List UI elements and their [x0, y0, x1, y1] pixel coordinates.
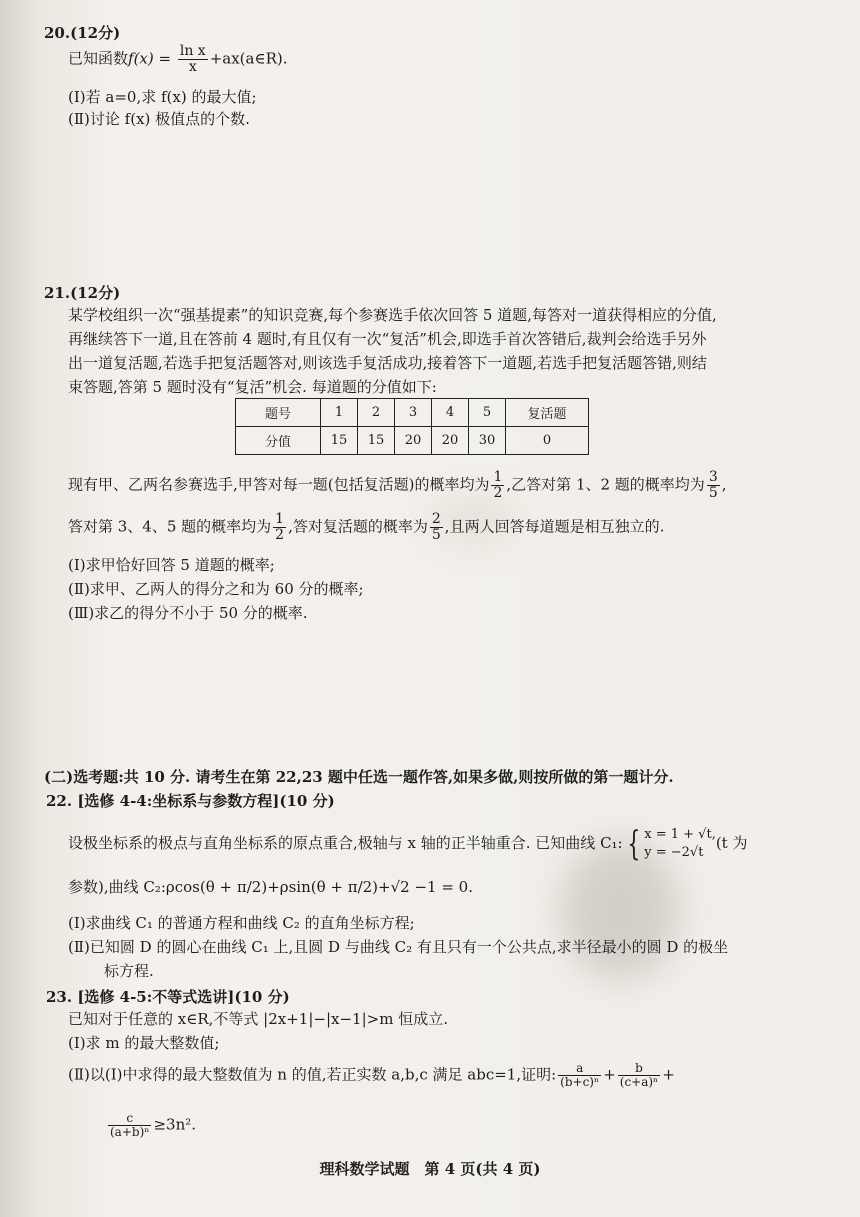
table-cell: 20 — [432, 427, 469, 455]
q22-part2: (Ⅱ)已知圆 D 的圆心在曲线 C₁ 上,且圆 D 与曲线 C₂ 有且只有一个公共点,求半径最小的圆 D 的极坐 — [68, 938, 729, 956]
q21-prob-line2: 答对第 3、4、5 题的概率均为 $\frac{1}{2}$ ,答对复活题的概率为 $\frac{2}{5}$ ,且两人回答每道题是相互独立的. — [68, 511, 665, 543]
score-table — [235, 398, 589, 455]
score-table-row — [236, 427, 589, 455]
q22-part2-cont: 标方程. — [104, 962, 154, 980]
q21-line1: 某学校组织一次“强基提素”的知识竞赛,每个参赛选手依次回答 5 道题,每答对一道获得相应的分值, — [68, 306, 717, 324]
table-cell: 3 — [395, 399, 432, 427]
score-table-header — [236, 399, 589, 427]
q20-number: 20.(12分) — [44, 24, 121, 42]
q21-number: 21.(12分) — [44, 284, 121, 302]
q21-part3: (Ⅲ)求乙的得分不小于 50 分的概率. — [68, 604, 308, 622]
q21-line4: 束答题,答第 5 题时没有“复活”机会. 每道题的分值如下: — [68, 378, 437, 396]
q22-line2: 参数),曲线 C₂:ρcos(θ + π/2)+ρsin(θ + π/2)+√2 −1 = 0. — [68, 878, 473, 896]
q20-given: 已知函数f(x) = $\frac{\text{ln x}}{x}$ +ax(a∈R). — [68, 43, 288, 75]
q21-part2: (Ⅱ)求甲、乙两人的得分之和为 60 分的概率; — [68, 580, 364, 598]
table-cell: 分值 — [236, 427, 321, 455]
table-cell: 30 — [469, 427, 506, 455]
q21-line3: 出一道复活题,若选手把复活题答对,则该选手复活成功,接着答下一道题,若选手把复活题答错,则结 — [68, 354, 707, 372]
q22-part1: (Ⅰ)求曲线 C₁ 的普通方程和曲线 C₂ 的直角坐标方程; — [68, 914, 415, 932]
table-cell: 15 — [358, 427, 395, 455]
table-cell: 0 — [506, 427, 589, 455]
q23-heading: 23. [选修 4-5:不等式选讲](10 分) — [46, 988, 290, 1006]
q21-part1: (Ⅰ)求甲恰好回答 5 道题的概率; — [68, 556, 275, 574]
section2-heading: (二)选考题:共 10 分. 请考生在第 22,23 题中任选一题作答,如果多做,则按所做的第一题计分. — [44, 768, 674, 786]
page-footer: 理科数学试题 第 4 页(共 4 页) — [319, 1160, 541, 1178]
table-cell: 题号 — [236, 399, 321, 427]
q22-heading: 22. [选修 4-4:坐标系与参数方程](10 分) — [46, 792, 335, 810]
q22-line1: 设极坐标系的极点与直角坐标系的原点重合,极轴与 x 轴的正半轴重合. 已知曲线 C₁: { x = 1 + √t, y = −2√t(t 为 — [68, 824, 748, 864]
table-cell: 5 — [469, 399, 506, 427]
q21-prob-line1: 现有甲、乙两名参赛选手,甲答对每一题(包括复活题)的概率均为 $\frac{1}{2}$ ,乙答对第 1、2 题的概率均为 $\frac{3}{5}$ , — [68, 469, 727, 501]
q20-part1: (Ⅰ)若 a=0,求 f(x) 的最大值; — [68, 88, 257, 106]
table-cell: 20 — [395, 427, 432, 455]
table-cell: 复活题 — [506, 399, 589, 427]
table-cell: 2 — [358, 399, 395, 427]
q21-line2: 再继续答下一道,且在答前 4 题时,有且仅有一次“复活”机会,即选手首次答错后,裁判会给选手另外 — [68, 330, 707, 348]
q23-line1: 已知对于任意的 x∈R,不等式 |2x+1|−|x−1|>m 恒成立. — [68, 1010, 448, 1028]
table-cell: 1 — [321, 399, 358, 427]
q23-part1: (Ⅰ)求 m 的最大整数值; — [68, 1034, 220, 1052]
q20-part2: (Ⅱ)讨论 f(x) 极值点的个数. — [68, 110, 250, 128]
table-cell: 15 — [321, 427, 358, 455]
q23-part2-cont: $\frac{c}{\text{(a+b)ⁿ}}$ ≥3n². — [110, 1111, 197, 1139]
q23-part2: (Ⅱ)以(Ⅰ)中求得的最大整数值为 n 的值,若正实数 a,b,c 满足 abc=1,证明: $\frac{a}{\text{(b+c)ⁿ}}$ + $\frac{b}{\text{(c+a)ⁿ}}$ + — [68, 1061, 675, 1089]
table-cell: 4 — [432, 399, 469, 427]
